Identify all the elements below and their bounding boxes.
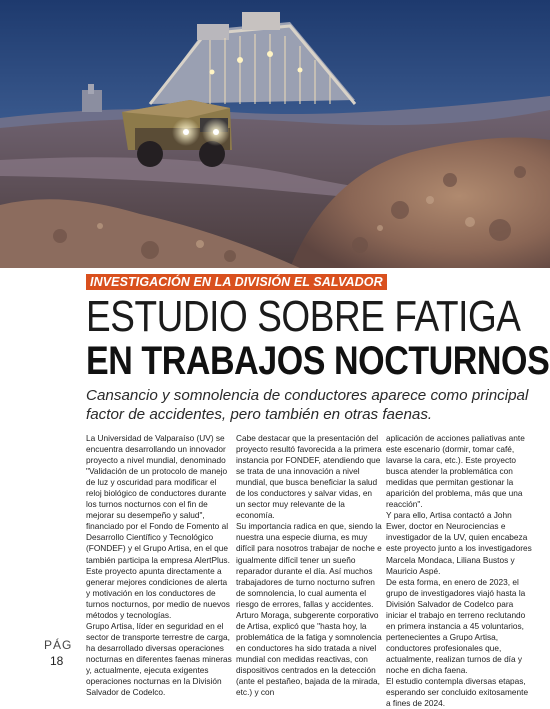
article-column-3 (386, 433, 532, 709)
article-deck: Cansancio y somnolencia de conductores aparece como principal factor de accidentes, pero también en otras faenas. (86, 387, 529, 423)
paragraph: Arturo Moraga, subgerente corporativo de Artisa, explicó que "hasta hoy, la problemática de la fatiga y somnolencia en conductores ha sido tratada a nivel mundial con medidas reactivas, con dispositivos centrados en la detección (ante el pestañeo, bajada de la mirada, etc.) y con (236, 609, 382, 698)
paragraph: Grupo Artisa, líder en seguridad en el sector de transporte terrestre de carga, ha desarrollado diversas operaciones nocturnas en diferentes faenas mineras y, actualmente, ejecuta exigentes operaciones nocturnas en la División Salvador de Codelco. (86, 620, 232, 698)
section-kicker: INVESTIGACIÓN EN LA DIVISIÓN EL SALVADOR (86, 274, 387, 290)
paragraph: Su importancia radica en que, siendo la nuestra una especie diurna, es muy difícil para nosotros trabajar de noche e igualmente difícil tener un sueño reparador durante el día. Así muchos trabajadores de turno nocturno sufren de somnolencia, lo cual aumenta el riesgo de errores, fallas y accidentes. (236, 521, 382, 609)
page-label: PÁG (44, 638, 73, 652)
headline-line-2: EN TRABAJOS NOCTURNOS (86, 339, 550, 383)
paragraph: Y para ello, Artisa contactó a John Ewer, doctor en Neurociencias e investigador de la UV, quien encabeza este proyecto junto a los investigadores Marcela Mondaca, Liliana Bustos y Mauricio Aspé. (386, 510, 532, 576)
paragraph: aplicación de acciones paliativas ante este escenario (dormir, tomar café, lavarse la cara, etc.). Este proyecto busca atender la problemática con medidas que permitan gestionar la aparición del problema, más que una reacción". (386, 433, 525, 510)
paragraph: De esta forma, en enero de 2023, el grupo de investigadores viajó hasta la División Salvador de Codelco para iniciar el trabajo en terreno reclutando en primera instancia a 45 voluntarios, pertenecientes a Grupo Artisa, conductores profesionales que, actualmente, realizan turnos de día y noche en dicha faena. (386, 576, 526, 675)
headline-line-1: ESTUDIO SOBRE FATIGA (86, 292, 521, 341)
article-column-2 (236, 433, 382, 698)
mining-truck-photo (0, 0, 550, 268)
paragraph: El estudio contempla diversas etapas, esperando ser concluido exitosamente a fines de 2024. (386, 676, 529, 709)
paragraph: Cabe destacar que la presentación del proyecto resultó favorecida a la primera instancia por FONDEF, atendiendo que se trata de una innovación a nivel mundial, que busca beneficiar la salud de los conductores y salvar vidas, en un sector muy relevante de la economía. (236, 433, 382, 521)
paragraph: La Universidad de Valparaíso (UV) se encuentra desarrollando un innovador proyecto a nivel mundial, denominado "Validación de un protocolo de manejo de luz y oscuridad para modificar el reloj biológico de conductores durante los turnos nocturnos con el fin de mejorar su desempeño y salud", financiado por el Fondo de Fomento al Desarrollo Científico y Tecnológico (FONDEF) y el Grupo Artisa, en el que también participa la empresa AlertPlus. (86, 433, 230, 565)
article-column-1 (86, 433, 232, 698)
page-number: 18 (50, 654, 64, 668)
paragraph: Este proyecto apunta directamente a generar mejores condiciones de alerta y motivación en los conductores de turnos nocturnos, por medio de nuevos métodos y tecnologías. (86, 565, 230, 620)
